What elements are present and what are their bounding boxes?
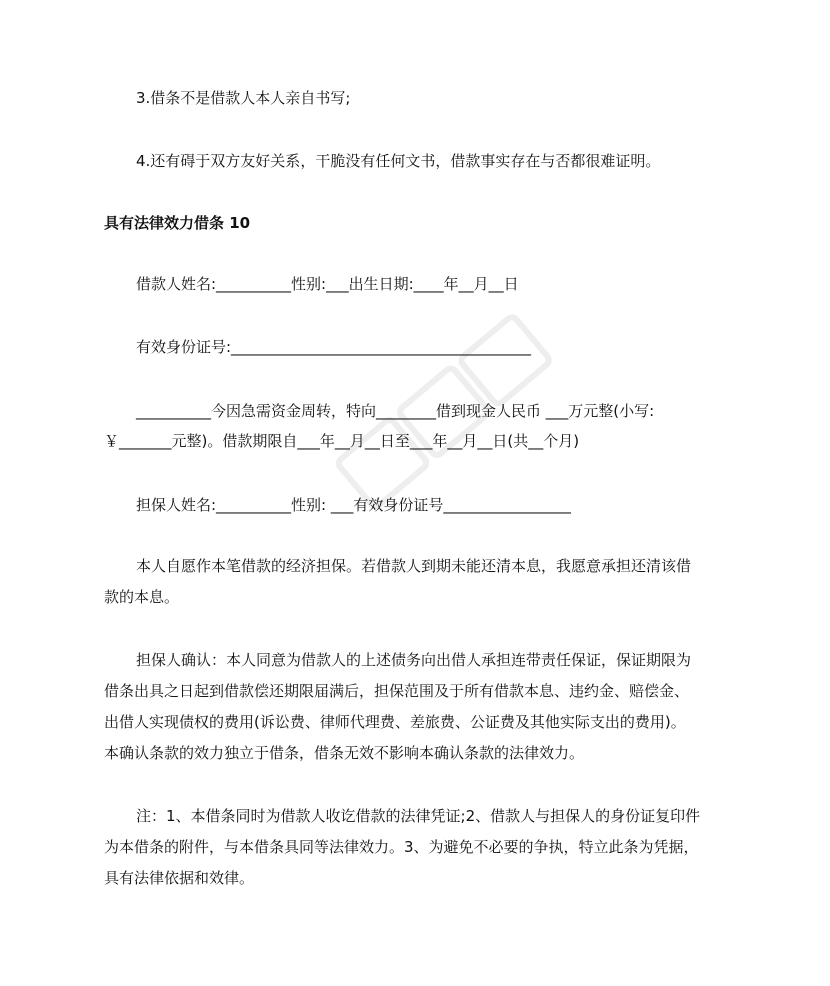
note-line-2: 为本借条的附件，与本借条具同等法律效力。3、为避免不必要的争执，特立此条为凭据， [104,838,699,856]
paragraph-item-3: 3.借条不是借款人本人亲自书写; [136,89,351,107]
id-number-line: 有效身份证号:________________________________________ [136,338,532,356]
guarantor-info-line: 担保人姓名:__________性别: ___有效身份证号_________________ [136,496,571,514]
borrower-info-line: 借款人姓名:__________性别:___出生日期:____年__月__日 [136,275,519,293]
guarantee-statement-line-2: 款的本息。 [104,588,180,606]
note-line-1: 注：1、本借条同时为借款人收讫借款的法律凭证;2、借款人与担保人的身份证复印件 [136,807,701,825]
guarantor-confirmation-line-1: 担保人确认：本人同意为借款人的上述债务向出借人承担连带责任保证，保证期限为 [136,651,692,669]
guarantor-confirmation-line-2: 借条出具之日起到借款偿还期限届满后，担保范围及于所有借款本息、违约金、赔偿金、 [104,682,690,700]
note-line-3: 具有法律依据和效律。 [104,869,255,887]
loan-clause-line-1: __________今因急需资金周转，特向________借到现金人民币 ___万元整(小写: [136,402,655,420]
paragraph-item-4: 4.还有碍于双方友好关系，干脆没有任何文书，借款事实存在与否都很难证明。 [136,152,661,170]
guarantee-statement-line-1: 本人自愿作本笔借款的经济担保。若借款人到期未能还清本息，我愿意承担还清该借 [136,557,692,575]
loan-clause-line-2: ￥_______元整)。借款期限自___年__月__日至___年__月__日(共__个月) [104,432,580,450]
guarantor-confirmation-line-4: 本确认条款的效力独立于借条，借条无效不影响本确认条款的法律效力。 [104,744,585,762]
guarantor-confirmation-line-3: 出借人实现债权的费用(诉讼费、律师代理费、差旅费、公证费及其他实际支出的费用)。 [104,713,686,731]
section-heading: 具有法律效力借条 10 [104,214,251,232]
